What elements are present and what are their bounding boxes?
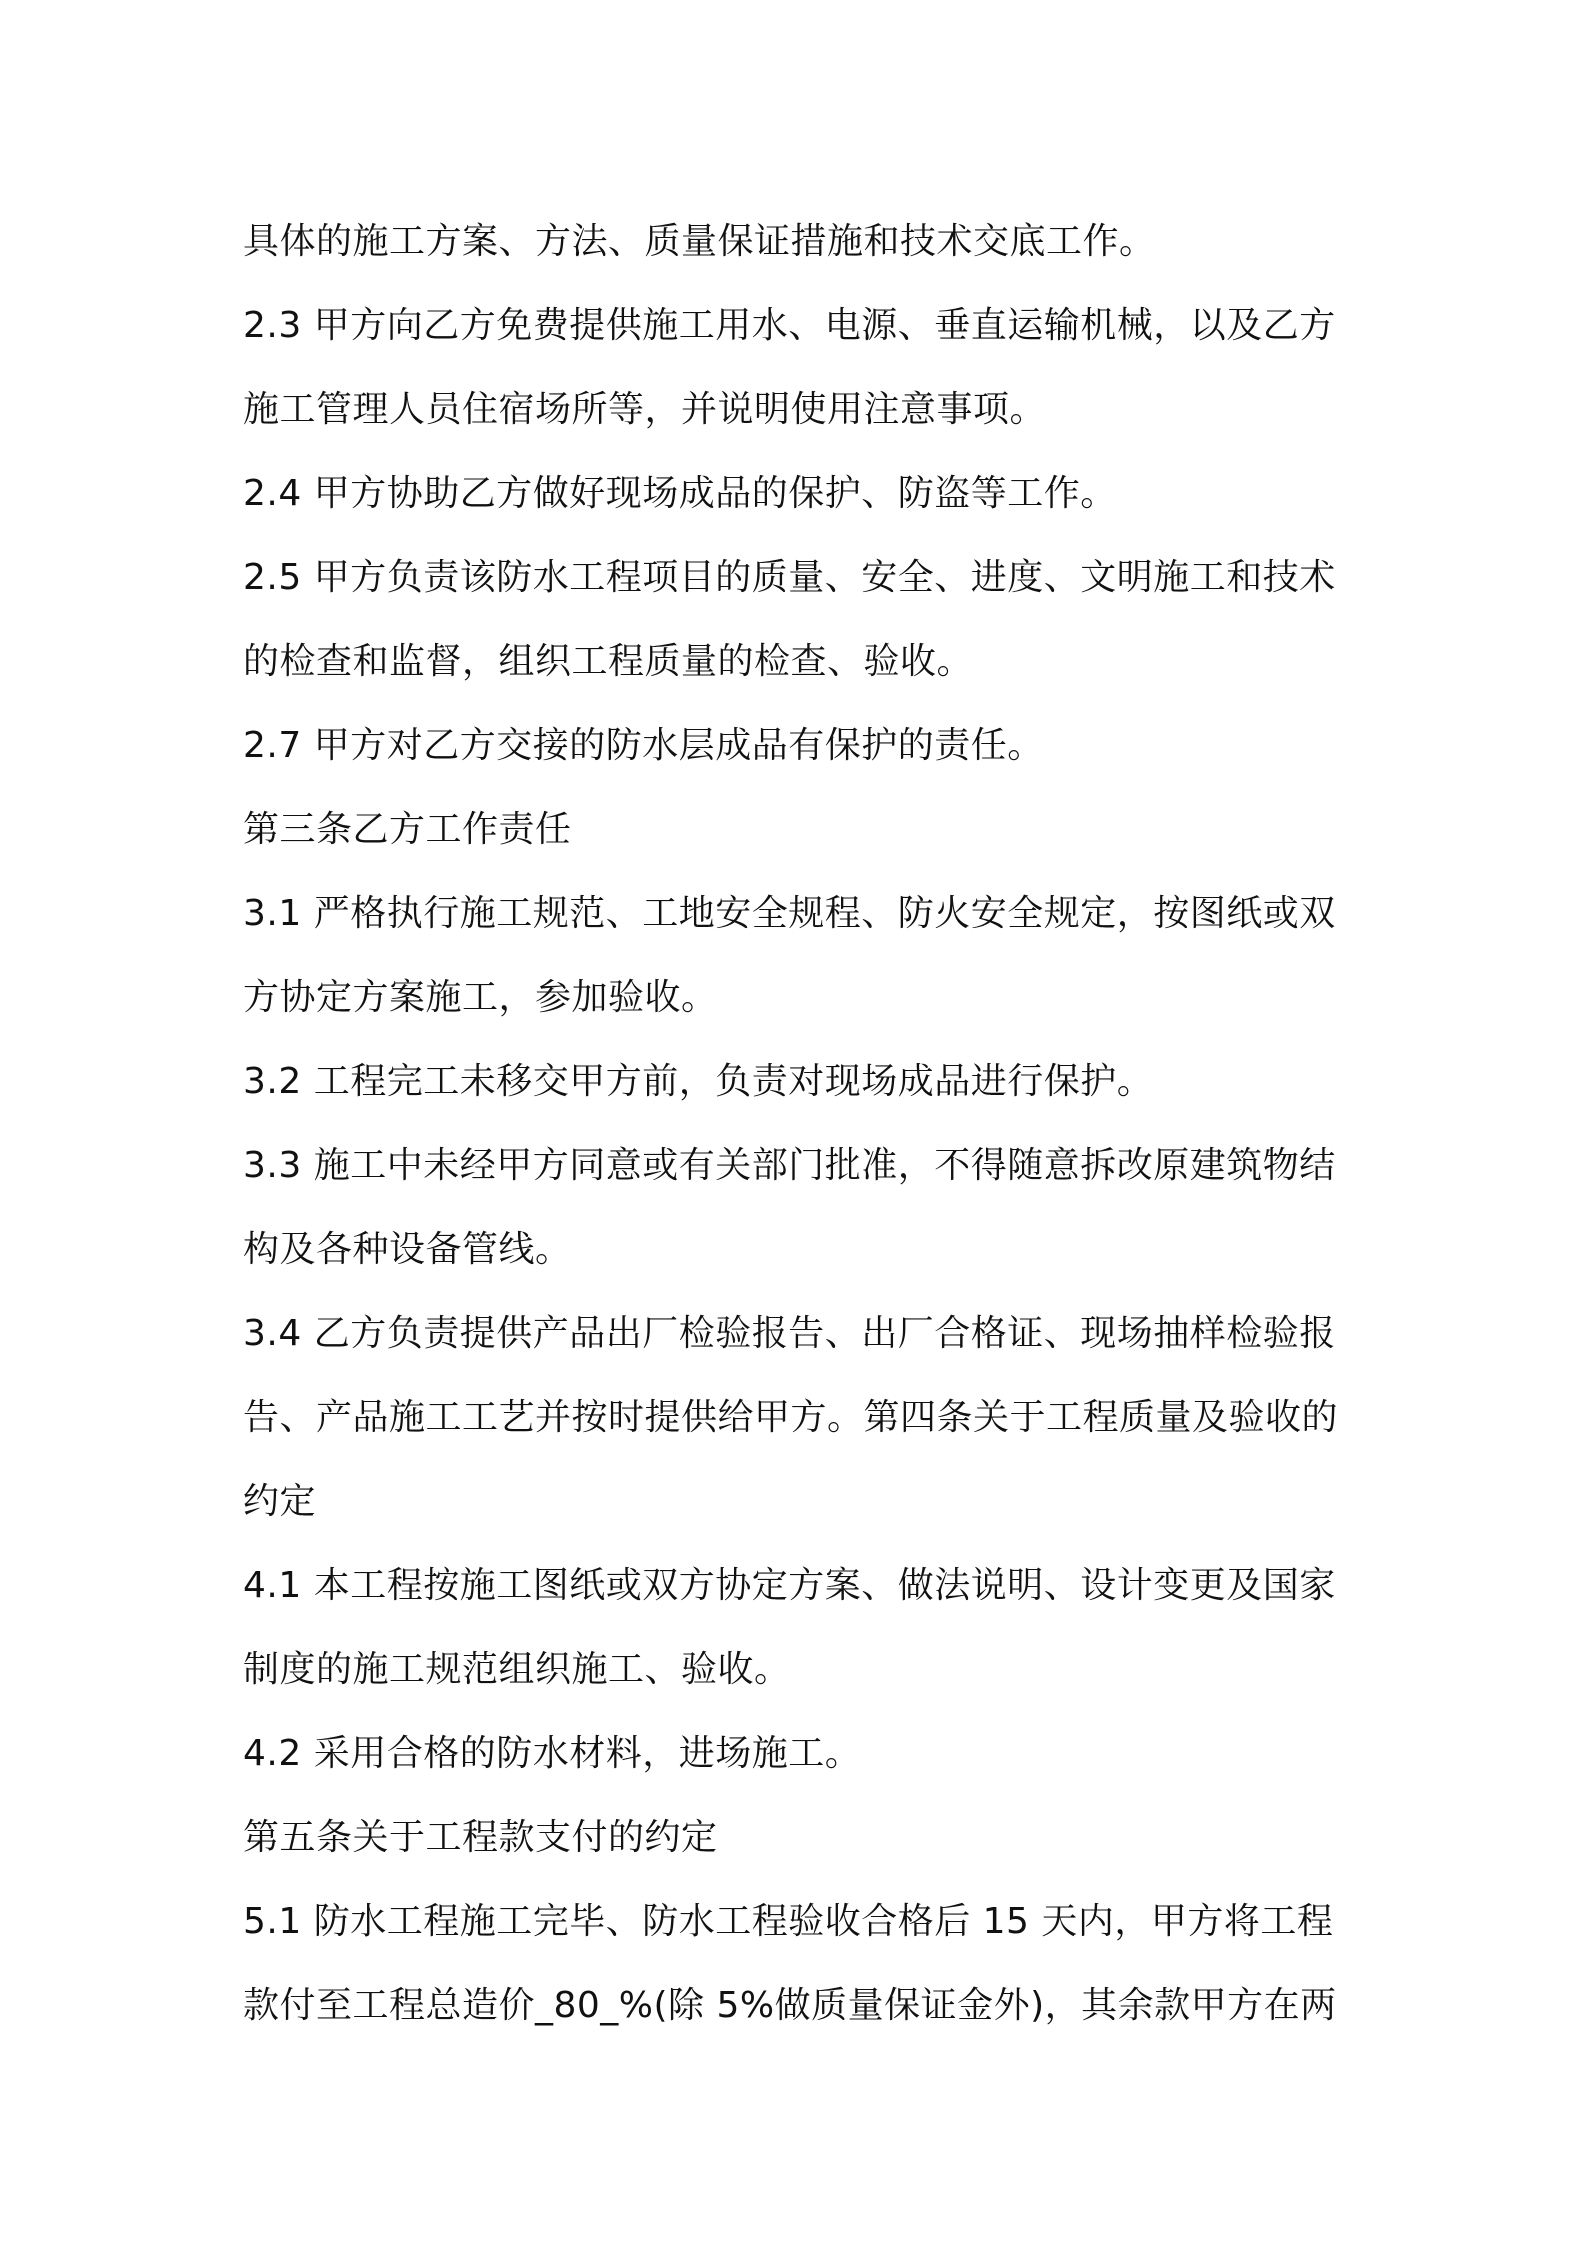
text-line: 方协定方案施工，参加验收。: [243, 977, 718, 1018]
text-line: 2.3 甲方向乙方免费提供施工用水、电源、垂直运输机械，以及乙方: [243, 305, 1336, 346]
section-heading: 第三条乙方工作责任: [243, 809, 572, 850]
text-line: 5.1 防水工程施工完毕、防水工程验收合格后 15 天内，甲方将工程: [243, 1901, 1334, 1942]
text-line: 3.2 工程完工未移交甲方前，负责对现场成品进行保护。: [243, 1061, 1154, 1102]
text-line: 告、产品施工工艺并按时提供给甲方。第四条关于工程质量及验收的: [243, 1397, 1339, 1438]
text-line: 3.4 乙方负责提供产品出厂检验报告、出厂合格证、现场抽样检验报: [243, 1313, 1336, 1354]
text-line: 4.1 本工程按施工图纸或双方协定方案、做法说明、设计变更及国家: [243, 1565, 1336, 1606]
text-line: 约定: [243, 1481, 317, 1522]
text-line: 3.1 严格执行施工规范、工地安全规程、防火安全规定，按图纸或双: [243, 893, 1336, 934]
text-line: 2.5 甲方负责该防水工程项目的质量、安全、进度、文明施工和技术: [243, 557, 1336, 598]
text-line: 2.7 甲方对乙方交接的防水层成品有保护的责任。: [243, 725, 1044, 766]
document-body: [243, 200, 1363, 2048]
text-line: 4.2 采用合格的防水材料，进场施工。: [243, 1733, 862, 1774]
text-line: 施工管理人员住宿场所等，并说明使用注意事项。: [243, 389, 1047, 430]
text-line: 具体的施工方案、方法、质量保证措施和技术交底工作。: [243, 221, 1156, 262]
text-line: 款付至工程总造价_80_%(除 5%做质量保证金外)，其余款甲方在两: [243, 1985, 1337, 2026]
text-line: 制度的施工规范组织施工、验收。: [243, 1649, 791, 1690]
text-line: 2.4 甲方协助乙方做好现场成品的保护、防盗等工作。: [243, 473, 1117, 514]
text-line: 3.3 施工中未经甲方同意或有关部门批准，不得随意拆改原建筑物结: [243, 1145, 1336, 1186]
text-line: 的检查和监督，组织工程质量的检查、验收。: [243, 641, 974, 682]
section-heading: 第五条关于工程款支付的约定: [243, 1817, 718, 1858]
text-line: 构及各种设备管线。: [243, 1229, 572, 1270]
